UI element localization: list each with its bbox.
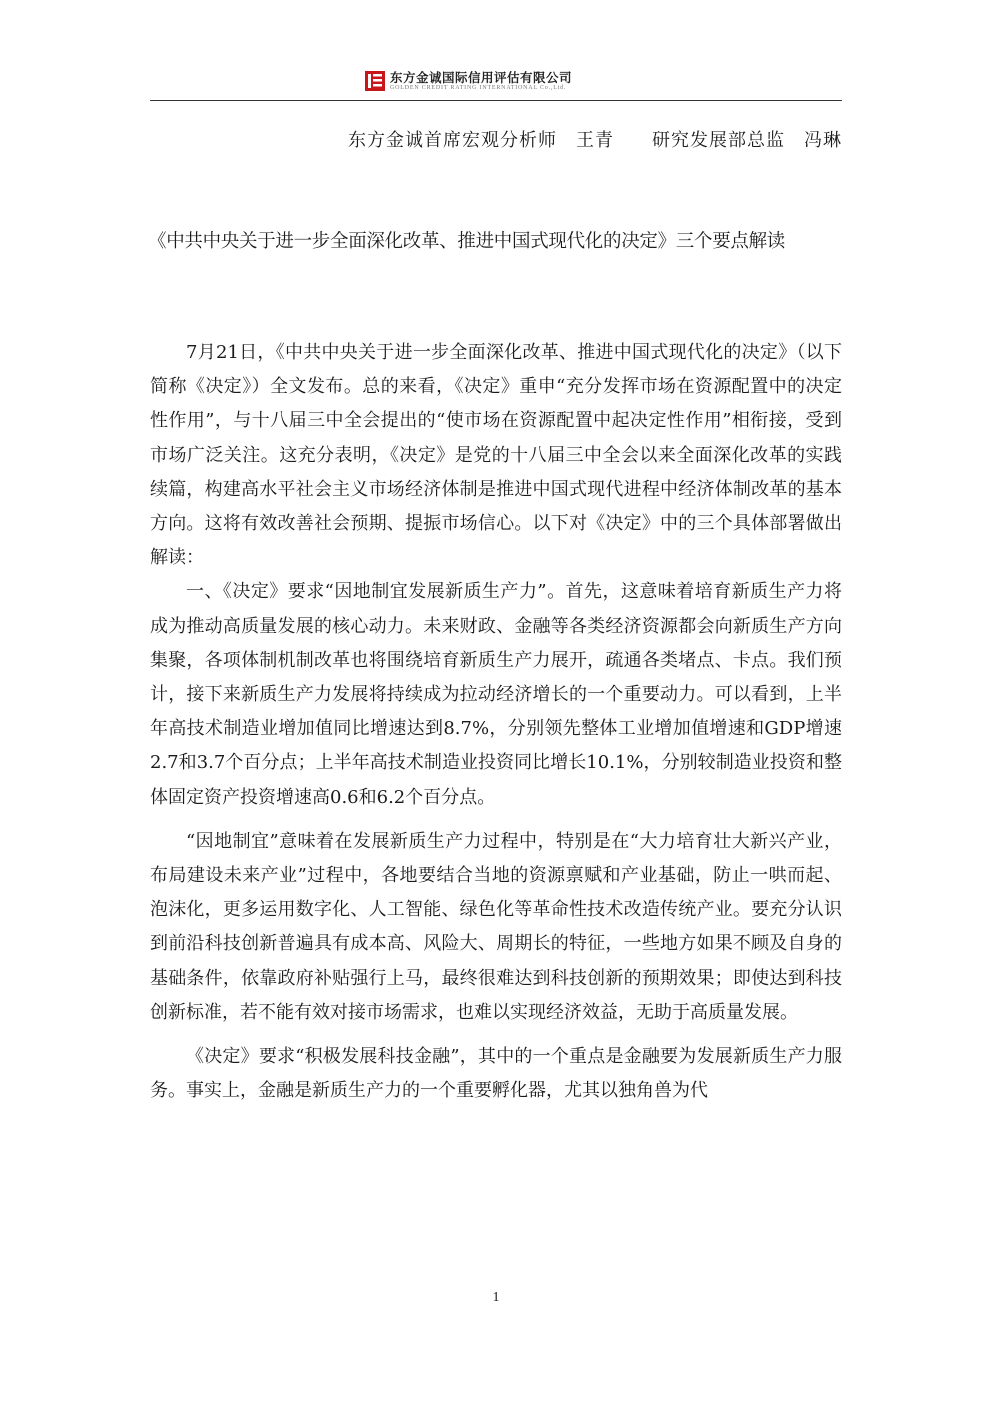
- page-header: [150, 66, 842, 100]
- paragraph-point-one: 一、《决定》要求“因地制宜发展新质生产力”。首先，这意味着培育新质生产力将成为推动高质量发展的核心动力。未来财政、金融等各类经济资源都会向新质生产方向集聚，各项体制机制改革也将围绕培育新质生产力展开，疏通各类堵点、卡点。我们预计，接下来新质生产力发展将持续成为拉动经济增长的一个重要动力。可以看到，上半年高技术制造业增加值同比增速达到8.7%，分别领先整体工业增加值增速和GDP增速2.7和3.7个百分点；上半年高技术制造业投资同比增长10.1%，分别较制造业投资和整体固定资产投资增速高0.6和6.2个百分点。: [150, 581, 842, 808]
- document-title: 《中共中央关于进一步全面深化改革、推进中国式现代化的决定》三个要点解读: [148, 231, 786, 252]
- paragraph-local-conditions: “因地制宜”意味着在发展新质生产力过程中，特别是在“大力培育壮大新兴产业，布局建设未来产业”过程中，各地要结合当地的资源禀赋和产业基础，防止一哄而起、泡沫化，更多运用数字化、人工智能、绿色化等革命性技术改造传统产业。要充分认识到前沿科技创新普遍具有成本高、风险大、周期长的特征，一些地方如果不顾及自身的基础条件，依靠政府补贴强行上马，最终很难达到科技创新的预期效果；即使达到科技创新标准，若不能有效对接市场需求，也难以实现经济效益，无助于高质量发展。: [150, 830, 842, 1023]
- company-logo: [364, 70, 572, 92]
- company-name-en: GOLDEN CREDIT RATING INTERNATIONAL Co.,Ltd.: [390, 84, 567, 91]
- document-body: [150, 336, 842, 1108]
- paragraph-tech-finance: 《决定》要求“积极发展科技金融”，其中的一个重点是金融要为发展新质生产力服务。事实上，金融是新质生产力的一个重要孵化器，尤其以独角兽为代: [150, 1046, 842, 1102]
- page-number: 1: [492, 1290, 500, 1305]
- company-name-cn: 东方金诚国际信用评估有限公司: [390, 69, 573, 85]
- authors-line: 东方金诚首席宏观分析师 王青 研究发展部总监 冯琳: [348, 130, 842, 151]
- logo-icon: [364, 70, 386, 92]
- header-divider: [150, 100, 842, 101]
- paragraph-intro: 7月21日，《中共中央关于进一步全面深化改革、推进中国式现代化的决定》（以下简称《决定》）全文发布。总的来看，《决定》重申“充分发挥市场在资源配置中的决定性作用”，与十八届三中全会提出的“使市场在资源配置中起决定性作用”相衔接，受到市场广泛关注。这充分表明，《决定》是党的十八届三中全会以来全面深化改革的实践续篇，构建高水平社会主义市场经济体制是推进中国式现代进程中经济体制改革的基本方向。这将有效改善社会预期、提振市场信心。以下对《决定》中的三个具体部署做出解读：: [150, 342, 842, 569]
